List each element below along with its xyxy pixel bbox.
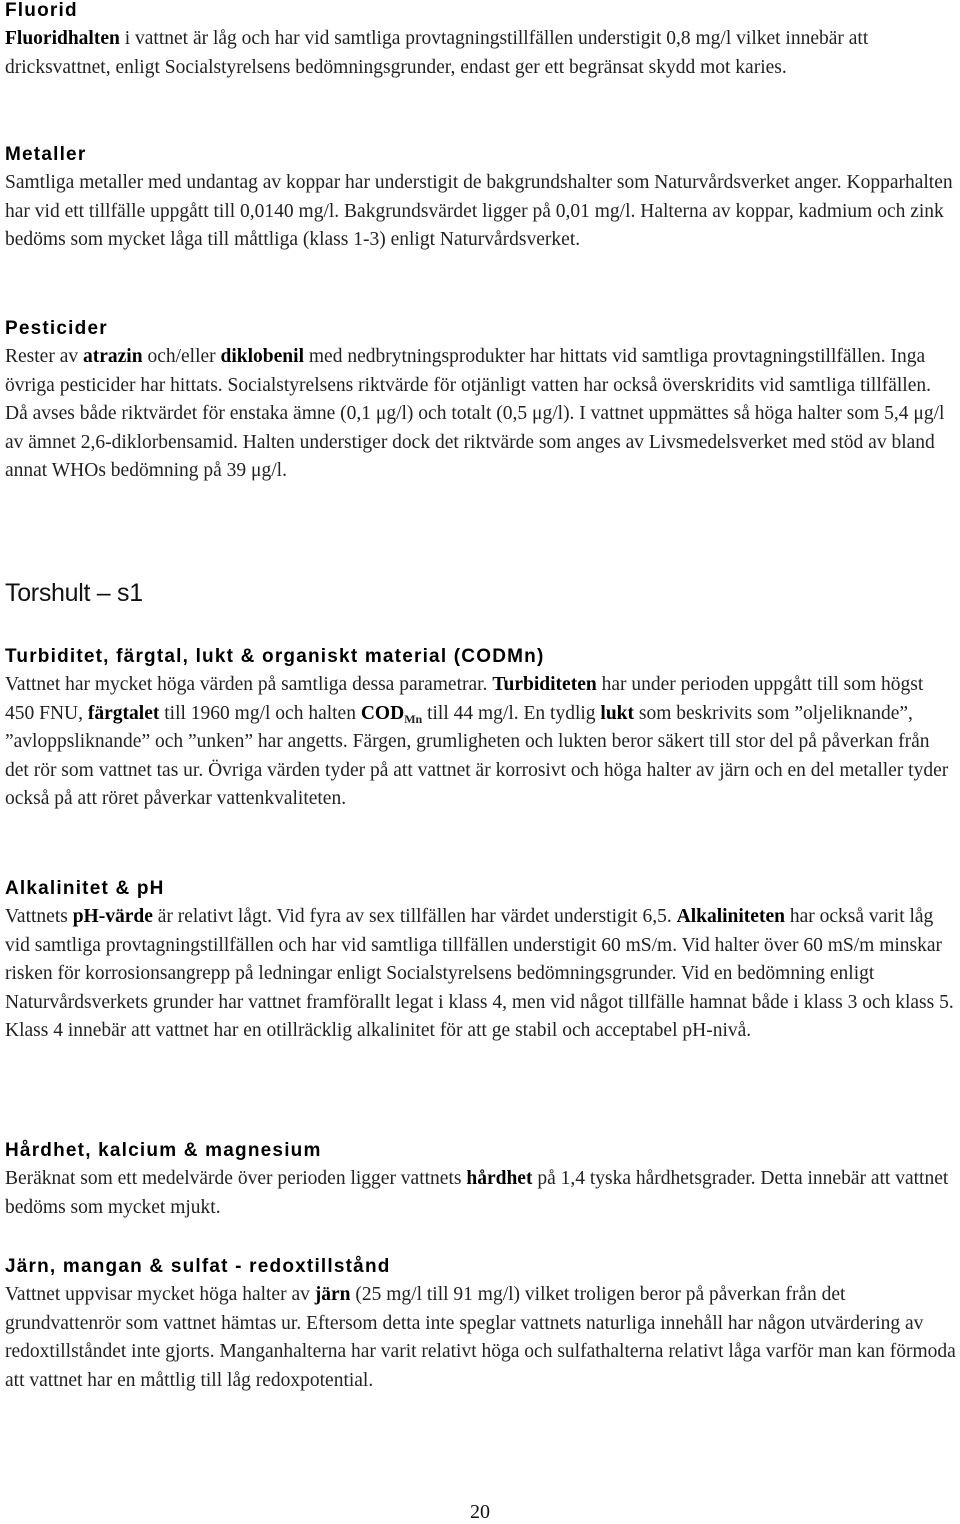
section-hardhet (5, 1137, 957, 1222)
section-metaller (5, 141, 957, 255)
section-title-pesticider: Pesticider (5, 318, 108, 339)
section-title-fluorid: Fluorid (5, 0, 78, 21)
paragraph-alkalinitet: Vattnets pH-värde är relativt lågt. Vid fyra av sex tillfällen har värdet understigit 6,5. Alkaliniteten har också varit låg vid samtliga provtagningstillfällen och har vid samtliga tillfällen understigit 60 mS/m. Vid halter över 60 mS/m minskar risken för korrosionsangrepp på ledningar enligt Socialstyrelsens bedömningsgrunder. Vid en bedömning enligt Naturvårdsverkets grunder har vattnet framförallt legat i klass 4, men vid något tillfälle hamnat både i klass 3 och klass 5. Klass 4 innebär att vattnet har en otillräcklig alkalinitet för att ge stabil och acceptabel pH-nivå. (5, 906, 954, 1042)
paragraph-pesticider: Rester av atrazin och/eller diklobenil med nedbrytningsprodukter har hittats vid samtliga provtagningstillfällen. Inga övriga pesticider har hittats. Socialstyrelsens riktvärde för otjänligt vatten har också överskridits vid samtliga tillfällen. Då avses både riktvärdet för enstaka ämne (0,1 μg/l) och totalt (0,5 μg/l). I vattnet uppmättes så höga halter som 5,4 μg/l av ämnet 2,6-diklorbensamid. Halten understiger dock det riktvärde som anges av Livsmedelsverket med stöd av bland annat WHOs bedömning på 39 μg/l. (5, 346, 945, 482)
site-heading: Torshult – s1 (5, 579, 143, 607)
paragraph-fluorid: Fluoridhalten i vattnet är låg och har vid samtliga provtagningstillfällen understigit 0,8 mg/l vilket innebär att dricksvattnet, enligt Socialstyrelsens bedömningsgrunder, endast ger ett begränsat skydd mot karies. (5, 28, 869, 78)
section-title-turbiditet: Turbiditet, färgtal, lukt & organiskt material (CODMn) (5, 646, 545, 667)
section-alkalinitet (5, 875, 957, 1046)
section-pesticider (5, 315, 957, 486)
section-jarn (5, 1253, 957, 1395)
page-number: 20 (470, 1501, 490, 1523)
paragraph-hardhet: Beräknat som ett medelvärde över perioden ligger vattnets hårdhet på 1,4 tyska hårdhetsgrader. Detta innebär att vattnet bedöms som mycket mjukt. (5, 1168, 949, 1218)
paragraph-turbiditet: Vattnet har mycket höga värden på samtliga dessa parametrar. Turbiditeten har under perioden uppgått till som högst 450 FNU, färgtalet till 1960 mg/l och halten $COD_{Mn}$ till 44 mg/l. En tydlig lukt som beskrivits som ”oljeliknande”, ”avloppsliknande” och ”unken” har angetts. Färgen, grumligheten och lukten beror säkert till stor del på påverkan från det rör som vattnet tas ur. Övriga värden tyder på att vattnet är korrosivt och höga halter av järn och en del metaller tyder också på att röret påverkar vattenkvaliteten. (5, 674, 949, 810)
section-title-metaller: Metaller (5, 144, 87, 165)
paragraph-jarn: Vattnet uppvisar mycket höga halter av järn (25 mg/l till 91 mg/l) vilket troligen beror på påverkan från det grundvattenrör som vattnet hämtas ur. Eftersom detta inte speglar vattnets naturliga innehåll har någon utvärdering av redoxtillståndet inte gjorts. Manganhalterna har varit relativt höga och sulfathalterna relativt låga varför man kan förmoda att vattnet har en måttlig till låg redoxpotential. (5, 1284, 956, 1391)
section-turbiditet (5, 643, 957, 814)
section-title-alkalinitet: Alkalinitet & pH (5, 878, 165, 899)
section-fluorid (5, 0, 957, 82)
section-title-hardhet: Hårdhet, kalcium & magnesium (5, 1140, 322, 1161)
section-title-jarn: Järn, mangan & sulfat - redoxtillstånd (5, 1256, 391, 1277)
paragraph-metaller: Samtliga metaller med undantag av koppar har understigit de bakgrundshalter som Naturvårdsverket anger. Kopparhalten har vid ett tillfälle uppgått till 0,0140 mg/l. Bakgrundsvärdet ligger på 0,01 mg/l. Halterna av koppar, kadmium och zink bedöms som mycket låga till måttliga (klass 1-3) enligt Naturvårdsverket. (5, 172, 953, 251)
